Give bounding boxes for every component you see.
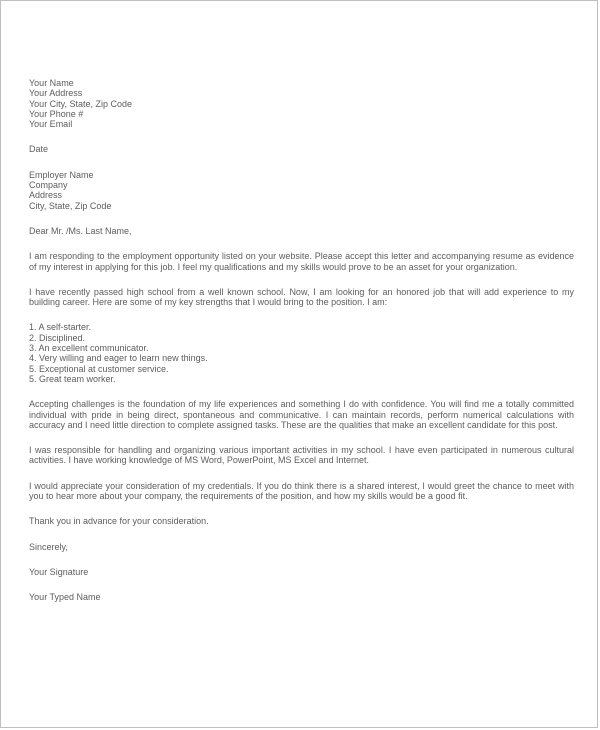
typed-name-text: Your Typed Name — [29, 592, 101, 603]
date-line — [29, 144, 574, 154]
sender-email: Your Email — [29, 119, 73, 130]
paragraph-intro: I am responding to the employment opportunity listed on your website. Please accept this letter and accompanying resume as evidence of my interest in applying for this job. I feel my qualifications and my skills would prove to be an asset for your organization. — [29, 251, 574, 272]
sender-address: Your Address — [29, 88, 83, 99]
paragraph-qualities: Accepting challenges is the foundation of my life experiences and something I do with confidence. You will find me a totally committed individual with pride in being direct, spontaneous and communicative. I can maintain records, perform numerical calculations with accuracy and I need little direction to complete assigned tasks. These are the qualities that make an excellent candidate for this post. — [29, 399, 574, 430]
employer-name: Employer Name — [29, 169, 94, 180]
recipient-block — [29, 170, 574, 211]
sender-phone: Your Phone # — [29, 108, 84, 119]
strength-item: 5. Exceptional at customer service. — [29, 363, 169, 374]
paragraph-strengths-lead: I have recently passed high school from a well known school. Now, I am looking for an honored job that will add experience to my building career. Here are some of my key strengths that I would bring to the position. I am: — [29, 286, 574, 308]
strength-item: 3. An excellent communicator. — [29, 343, 149, 354]
closing-line — [29, 542, 574, 552]
salutation-text: Dear Mr. /Ms. Last Name, — [29, 225, 132, 236]
strength-item: 1. A self-starter. — [29, 322, 92, 333]
sender-name: Your Name — [29, 78, 74, 88]
paragraph-activities: I was responsible for handling and organizing various important activities in my school. I have even participated in numerous cultural activities. I have working knowledge of MS Word, PowerPoint, MS Excel and Internet. — [29, 445, 574, 466]
strengths-list — [29, 322, 574, 384]
employer-city-state-zip: City, State, Zip Code — [29, 200, 112, 211]
strength-item: 2. Disciplined. — [29, 332, 86, 343]
thank-you-text: Thank you in advance for your consideration. — [29, 516, 209, 527]
typed-name-line — [29, 592, 574, 602]
strength-item: 5. Great team worker. — [29, 373, 116, 384]
date-text: Date — [29, 144, 49, 155]
strength-item: 4. Very willing and eager to learn new things. — [29, 353, 208, 364]
sender-city-state-zip: Your City, State, Zip Code — [29, 98, 133, 109]
signature-line — [29, 567, 574, 577]
sender-block — [29, 78, 574, 129]
employer-company: Company — [29, 180, 68, 191]
signature-text: Your Signature — [29, 566, 89, 577]
thank-you-line — [29, 516, 574, 526]
closing-text: Sincerely, — [29, 541, 68, 552]
salutation — [29, 226, 574, 236]
employer-address: Address — [29, 190, 63, 201]
paragraph-credentials: I would appreciate your consideration of my credentials. If you do think there is a shared interest, I would greet the chance to meet with you to hear more about your company, the requirements of the position, and how my skills would be a good fit. — [29, 480, 574, 502]
